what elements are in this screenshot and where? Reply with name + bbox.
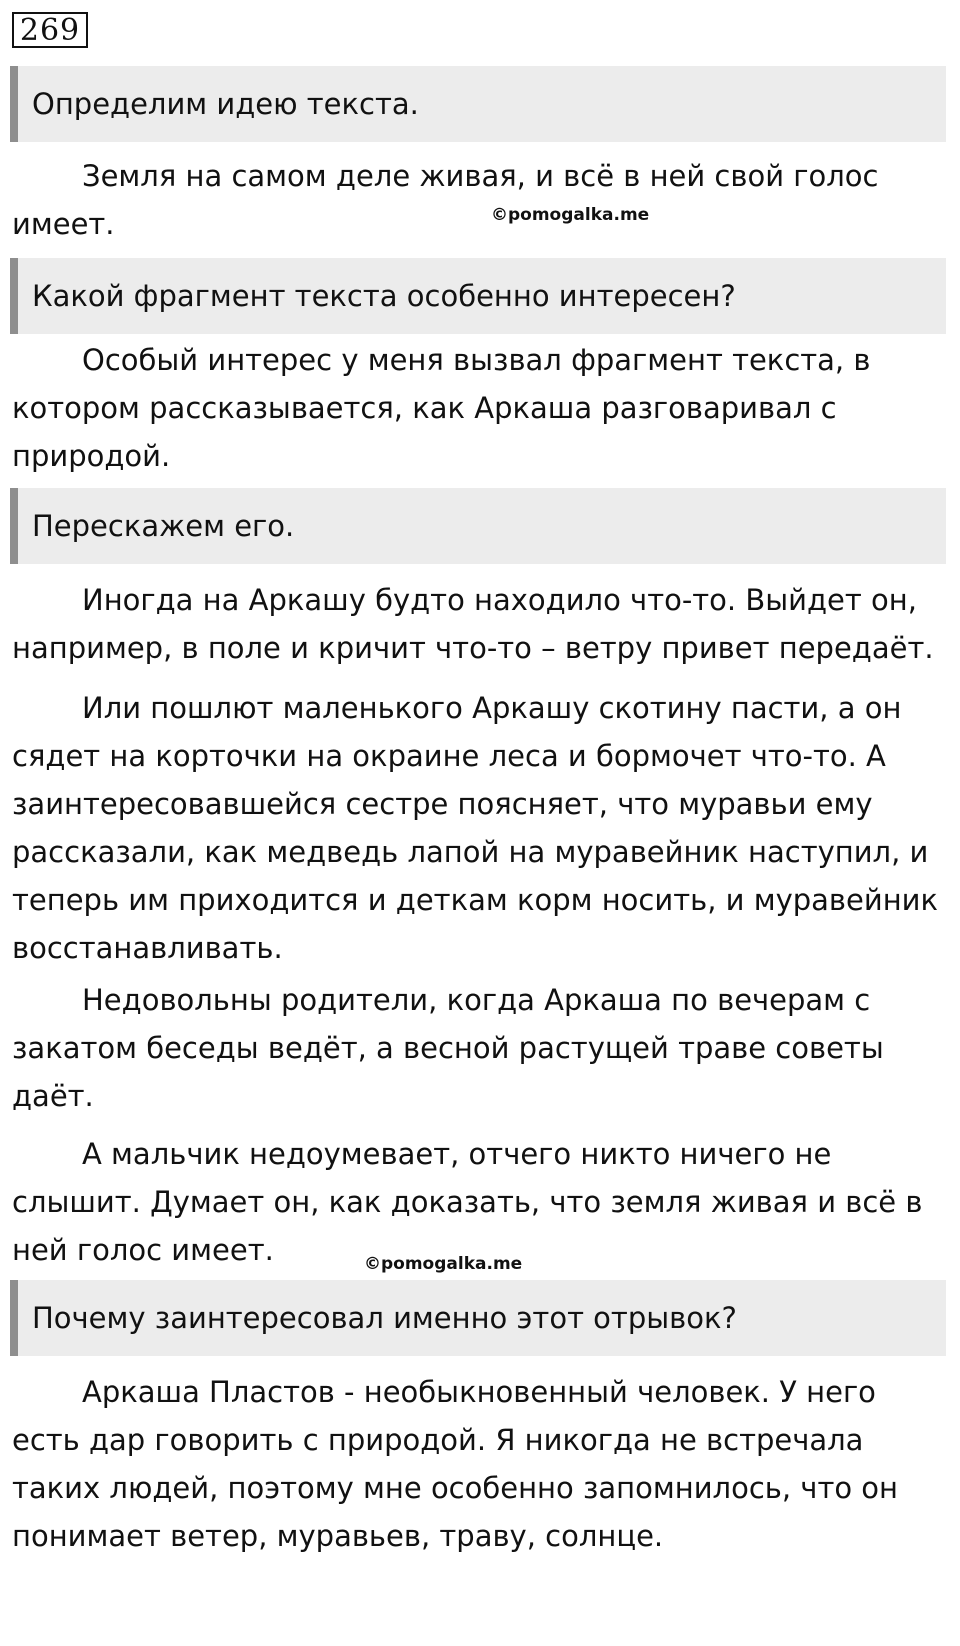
section-heading-why: Почему заинтересовал именно этот отрывок? — [10, 1280, 946, 1356]
section-heading-fragment: Какой фрагмент текста особенно интересен? — [10, 258, 946, 334]
paragraph-retelling-1: Иногда на Аркашу будто находило что-то. Выйдет он, например, в поле и кричит что-то – ветру привет передаёт. — [12, 583, 934, 665]
paragraph-why: Аркаша Пластов - необыкновенный человек. У него есть дар говорить с природой. Я никогда не встречала таких людей, поэтому мне особенно запомнилось, что он понимает ветер, муравьев, траву, солнце. — [12, 1375, 899, 1553]
paragraph-retelling-3: Недовольны родители, когда Аркаша по вечерам с закатом беседы ведёт, а весной растущей траве советы даёт. — [12, 983, 884, 1113]
paragraph-retelling-2: Или пошлют маленького Аркашу скотину пасти, а он сядет на корточки на окраине леса и бормочет что-то. А заинтересовавшейся сестре поясняет, что муравьи ему рассказали, как медведь лапой на муравейник наступил, и теперь им приходится и деткам корм носить, и муравейник восстанавливать. — [12, 691, 939, 965]
paragraph-idea: Земля на самом деле живая, и всё в ней свой голос имеет. — [12, 159, 879, 241]
watermark: ©pomogalka.me — [491, 205, 650, 225]
section-heading-idea: Определим идею текста. — [10, 66, 946, 142]
section-heading-retelling: Перескажем его. — [10, 488, 946, 564]
watermark: ©pomogalka.me — [364, 1254, 523, 1274]
task-number: 269 — [12, 12, 88, 48]
paragraph-retelling-4: А мальчик недоумевает, отчего никто ничего не слышит. Думает он, как доказать, что земля живая и всё в ней голос имеет. — [12, 1137, 923, 1267]
paragraph-fragment: Особый интерес у меня вызвал фрагмент текста, в котором рассказывается, как Аркаша разговаривал с природой. — [12, 343, 871, 473]
